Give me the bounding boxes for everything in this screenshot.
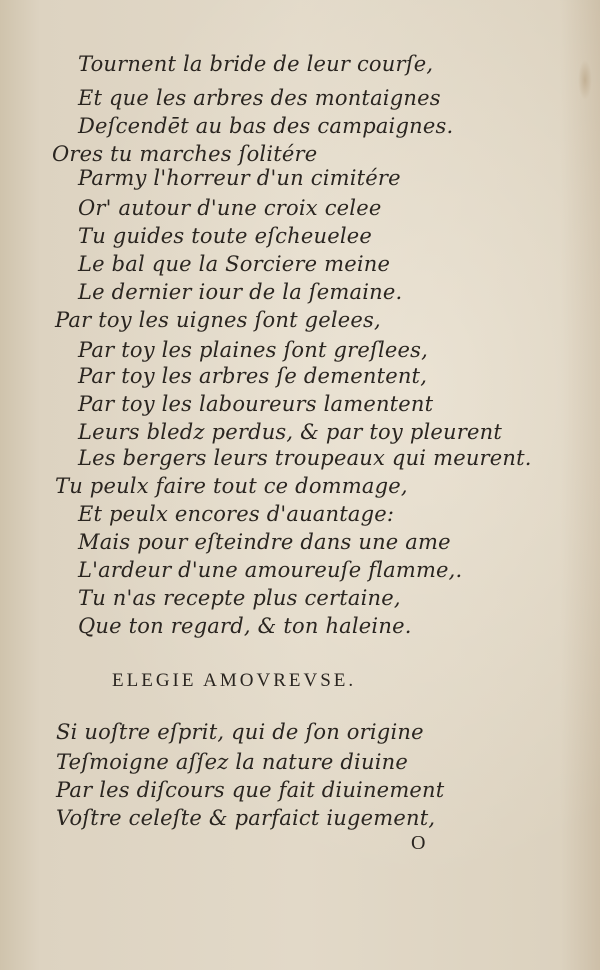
- catchword: O: [411, 832, 426, 854]
- poem-line: Par toy les arbres ſe dementent,: [78, 364, 428, 388]
- poem-line: L'ardeur d'une amoureuſe flamme,.: [78, 558, 463, 582]
- paper-stain: [578, 60, 592, 100]
- poem-line: Mais pour eſteindre dans une ame: [78, 530, 451, 554]
- poem-line: Par toy les plaines ſont greſlees,: [78, 338, 428, 362]
- elegie-line: Par les diſcours que fait diuinement: [56, 778, 445, 802]
- poem-line: Ores tu marches ſolitére: [52, 142, 318, 166]
- poem-line: Que ton regard, & ton haleine.: [78, 614, 412, 638]
- poem-line: Leurs bledz perdus, & par toy pleurent: [78, 420, 502, 444]
- poem-line: Et peulx encores d'auantage:: [78, 502, 395, 526]
- poem-line: Tu peulx faire tout ce dommage,: [55, 474, 408, 498]
- poem-line: Tu guides toute eſcheuelee: [78, 224, 373, 248]
- poem-line: Les bergers leurs troupeaux qui meurent.: [78, 446, 532, 470]
- poem-line: Deſcendēt au bas des campaignes.: [78, 114, 454, 138]
- elegie-line: Teſmoigne aſſez la nature diuine: [56, 750, 408, 774]
- poem-line: Le dernier iour de la ſemaine.: [78, 280, 403, 304]
- poem-line: Par toy les uignes ſont gelees,: [55, 308, 381, 332]
- poem-line: Et que les arbres des montaignes: [78, 86, 441, 110]
- poem-line: Tu n'as recepte plus certaine,: [78, 586, 401, 610]
- poem-line: Par toy les laboureurs lamentent: [78, 392, 434, 416]
- elegie-line: Si uoſtre eſprit, qui de ſon origine: [56, 720, 424, 744]
- section-heading: ELEGIE AMOVREVSE.: [112, 670, 357, 691]
- poem-line: Le bal que la Sorciere meine: [78, 252, 391, 276]
- poem-line: Parmy l'horreur d'un cimitére: [78, 166, 401, 190]
- poem-line: Tournent la bride de leur courſe,: [78, 52, 434, 76]
- poem-line: Or' autour d'une croix celee: [78, 196, 382, 220]
- elegie-line: Voſtre celeſte & parfaict iugement,: [56, 806, 436, 830]
